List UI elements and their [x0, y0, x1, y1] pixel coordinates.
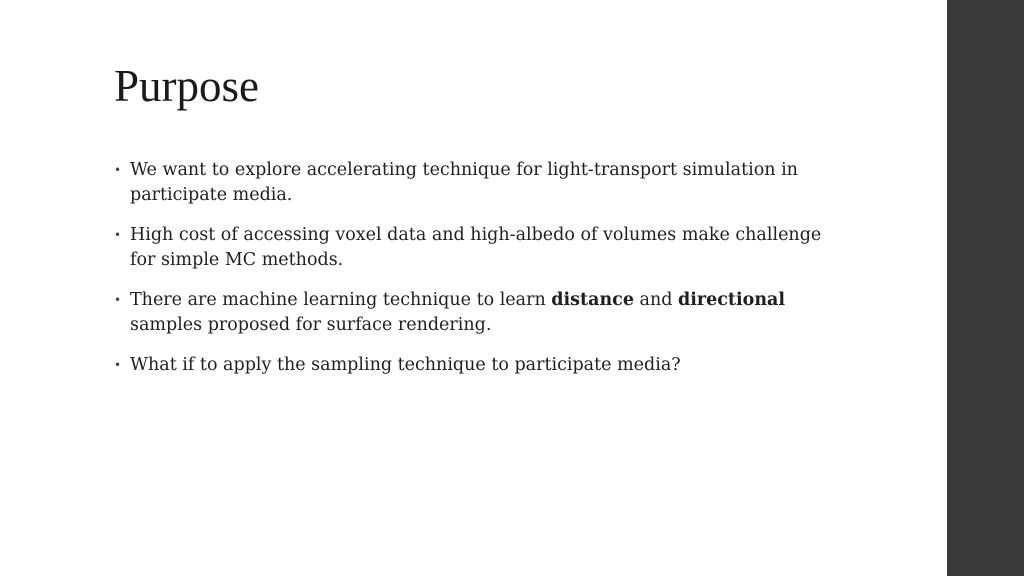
bullet-text: High cost of accessing voxel data and high-albedo of volumes make challenge for simple MC methods.: [130, 225, 822, 270]
bullet-item-2: [114, 223, 834, 273]
slide-title: Purpose: [114, 61, 259, 111]
side-accent-bar: [947, 0, 1024, 576]
bullet-text: [130, 290, 785, 335]
bold-term-directional: directional: [678, 290, 786, 310]
bullet-item-1: [114, 158, 834, 208]
bullet-item-4: [114, 353, 834, 378]
bullet-text-segment: samples proposed for surface rendering.: [130, 315, 492, 335]
bullet-marker: •: [114, 228, 122, 242]
bullet-list: [114, 158, 834, 393]
bullet-text: We want to explore accelerating technique for light-transport simulation in participate media.: [130, 160, 798, 205]
bullet-text-segment: There are machine learning technique to learn: [130, 290, 552, 310]
bullet-marker: •: [114, 358, 122, 372]
bullet-marker: •: [114, 293, 122, 307]
bold-term-distance: distance: [551, 290, 634, 310]
bullet-marker: •: [114, 163, 122, 177]
bullet-item-3: [114, 288, 834, 338]
bullet-text: What if to apply the sampling technique to participate media?: [130, 355, 681, 375]
bullet-text-segment: and: [633, 290, 679, 310]
